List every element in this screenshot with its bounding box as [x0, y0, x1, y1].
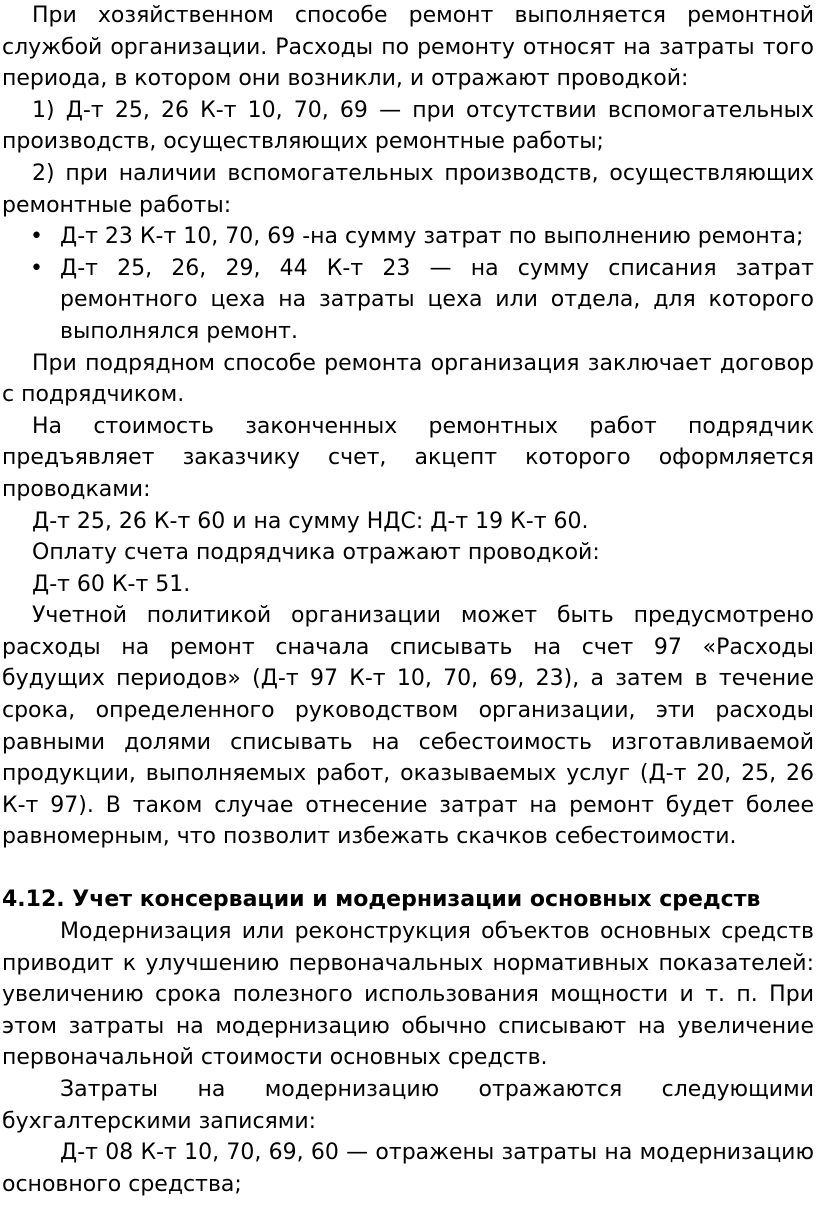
- list-item: [2, 253, 814, 348]
- bullet-list: [2, 221, 814, 347]
- list-item-text: Д-т 25, 26, 29, 44 К-т 23 — на сумму списания затрат ремонтного цеха на затраты цеха или отдела, для которого выполнялся ремонт.: [60, 255, 814, 344]
- paragraph: Оплату счета подрядчика отражают проводкой:: [32, 540, 600, 566]
- list-item: [2, 221, 814, 253]
- paragraph: Модернизация или реконструкция объектов основных средств приводит к улучшению первоначальных нормативных показателей: увеличению срока полезного использования мощности и т. п. При этом затраты на модернизацию обычно списывают на увеличение первоначальной стоимости основных средств.: [2, 919, 814, 1071]
- paragraph: 1) Д-т 25, 26 К-т 10, 70, 69 — при отсутствии вспомогательных производств, осуществляющих ремонтные работы;: [2, 97, 814, 155]
- paragraph: На стоимость законченных ремонтных работ подрядчик предъявляет заказчику счет, акцепт которого оформляется проводками:: [2, 413, 814, 502]
- paragraph: Учетной политикой организации может быть предусмотрено расходы на ремонт сначала списывать на счет 97 «Расходы будущих периодов» (Д-т 97 К-т 10, 70, 69, 23), а затем в течение срока, определенного руководством организации, эти расходы равными долями списывать на себестоимость изготавливаемой продукции, выполняемых работ, оказываемых услуг (Д-т 20, 25, 26 К-т 97). В таком случае отнесение затрат на ремонт будет более равномерным, что позволит избежать скачков себестоимости.: [2, 603, 814, 850]
- paragraph: Затраты на модернизацию отражаются следующими бухгалтерскими записями:: [2, 1077, 814, 1134]
- paragraph: Д-т 60 К-т 51.: [32, 571, 191, 597]
- spacer: [2, 853, 814, 884]
- paragraph: Д-т 25, 26 К-т 60 и на сумму НДС: Д-т 19 К-т 60.: [32, 508, 589, 534]
- paragraph: При подрядном способе ремонта организация заключает договор с подрядчиком.: [2, 350, 814, 408]
- paragraph: При хозяйственном способе ремонт выполняется ремонтной службой организации. Расходы по ремонту относят на затраты того периода, в котором они возникли, и отражают проводкой:: [2, 3, 814, 92]
- paragraph: Д-т 08 К-т 10, 70, 69, 60 — отражены затраты на модернизацию основного средства;: [2, 1140, 814, 1197]
- bullet-icon: •: [30, 255, 43, 281]
- bullet-icon: •: [30, 224, 43, 250]
- paragraph: 2) при наличии вспомогательных производств, осуществляющих ремонтные работы:: [2, 160, 814, 218]
- section-heading: 4.12. Учет консервации и модернизации основных средств: [2, 887, 761, 913]
- list-item-text: Д-т 23 К-т 10, 70, 69 -на сумму затрат по выполнению ремонта;: [60, 224, 804, 250]
